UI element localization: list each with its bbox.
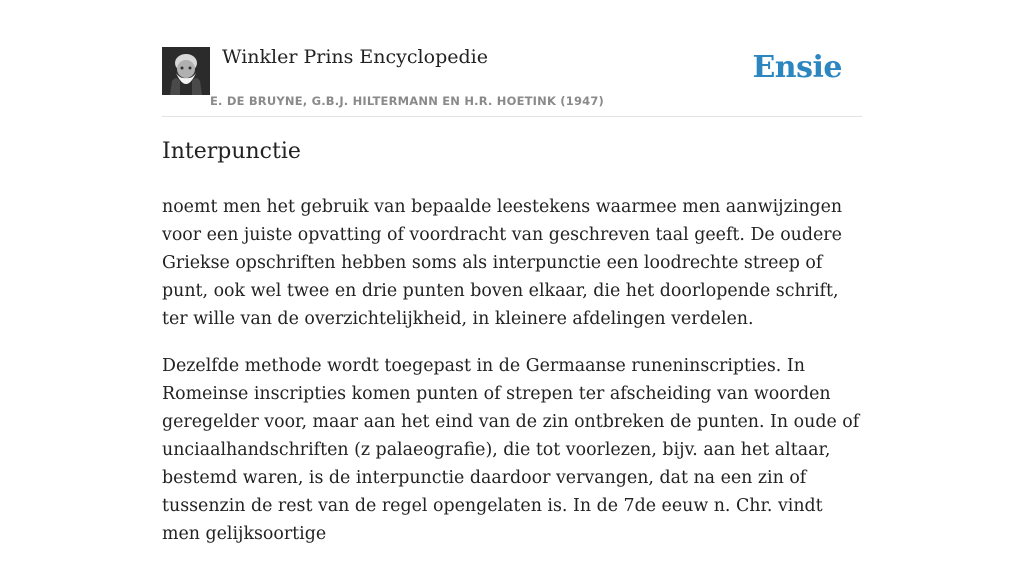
article-body — [162, 193, 862, 567]
paragraph: noemt men het gebruik van bepaalde leestekens waarmee men aanwijzingen voor een juiste opvatting of voordracht van geschreven taal geeft. De oudere Griekse opschriften hebben soms als interpunctie een loodrechte streep of punt, ook wel twee en drie punten boven elkaar, die het doorlopende schrift, ter wille van de overzichtelijkheid, in kleinere afdelingen verdelen. — [162, 197, 843, 329]
brand-logo[interactable]: Ensie — [752, 50, 842, 85]
header — [162, 40, 862, 117]
author-portrait-icon — [162, 47, 210, 95]
paragraph: Dezelfde methode wordt toegepast in de Germaanse runeninscripties. In Romeinse inscripties komen punten of strepen ter afscheiding van woorden geregelder voor, maar aan het eind van de zin ontbreken de punten. In oude of unciaalhandschriften (z palaeografie), die tot voorlezen, bijv. aan het altaar, bestemd waren, is de interpunctie daardoor vervangen, dat na een zin of tussenzin de rest van de regel opengelaten is. In de 7de eeuw n. Chr. vindt men gelijksoortige — [162, 356, 860, 544]
article-title: Interpunctie — [162, 139, 301, 164]
authors-line: E. DE BRUYNE, G.B.J. HILTERMANN EN H.R. HOETINK (1947) — [210, 94, 605, 108]
book-title[interactable]: Winkler Prins Encyclopedie — [222, 46, 488, 68]
